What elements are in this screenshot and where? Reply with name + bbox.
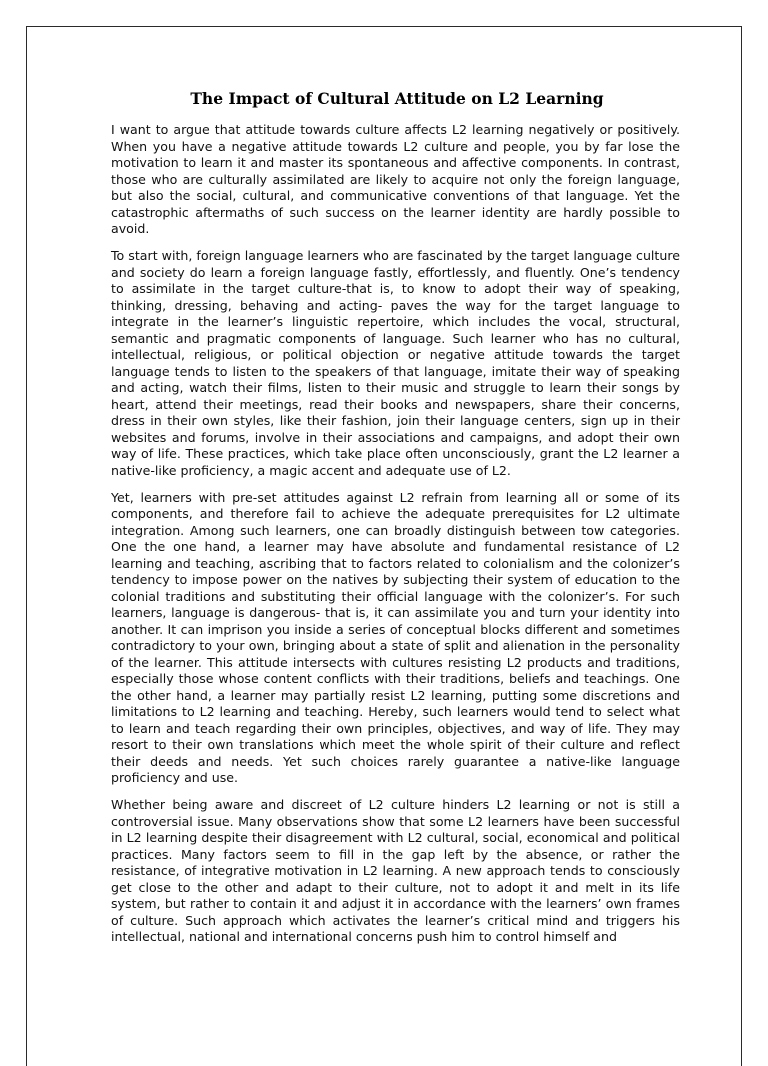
paragraph-3: Yet, learners with pre-set attitudes against L2 refrain from learning all or some of its components, and therefore fail to achieve the adequate prerequisites for L2 ultimate integration. Among such learners, one can broadly distinguish between tow categories. One the one hand, a learner may have absolute and fundamental resistance of L2 learning and teaching, ascribing that to factors related to colonialism and the colonizer’s tendency to impose power on the natives by subjecting their system of education to the colonial traditions and substituting their official language with the colonizer’s. For such learners, language is dangerous- that is, it can assimilate you and turn your identity into another. It can imprison you inside a series of conceptual blocks different and sometimes contradictory to your own, bringing about a state of split and alienation in the personality of the learner. This attitude intersects with cultures resisting L2 products and traditions, especially those whose content conflicts with their traditions, beliefs and teachings. One the other hand, a learner may partially resist L2 learning, putting some discretions and limitations to L2 learning and teaching. Hereby, such learners would tend to select what to learn and teach regarding their own principles, objectives, and way of life. They may resort to their own translations which meet the whole spirit of their culture and reflect their deeds and needs. Yet such choices rarely guarantee a native-like language proficiency and use. <box>111 489 680 785</box>
document-page <box>26 26 742 1066</box>
paragraph-1: I want to argue that attitude towards culture affects L2 learning negatively or positively. When you have a negative attitude towards L2 culture and people, you by far lose the motivation to learn it and master its spontaneous and affective components. In contrast, those who are culturally assimilated are likely to acquire not only the foreign language, but also the social, cultural, and communicative conventions of that language. Yet the catastrophic aftermaths of such success on the learner identity are hardly possible to avoid. <box>111 122 680 236</box>
paragraph-4: Whether being aware and discreet of L2 culture hinders L2 learning or not is still a controversial issue. Many observations show that some L2 learners have been successful in L2 learning despite their disagreement with L2 cultural, social, economical and political practices. Many factors seem to fill in the gap left by the absence, or rather the resistance, of integrative motivation in L2 learning. A new approach tends to consciously get close to the other and adapt to their culture, not to adopt it and melt in its life system, but rather to contain it and adjust it in accordance with the learners’ own frames of culture. Such approach which activates the learner’s critical mind and triggers his intellectual, national and international concerns push him to control himself and <box>111 797 680 944</box>
document-body <box>111 122 680 956</box>
paragraph-2: To start with, foreign language learners who are fascinated by the target language culture and society do learn a foreign language fastly, effortlessly, and fluently. One’s tendency to assimilate in the target culture-that is, to know to adopt their way of speaking, thinking, dressing, behaving and acting- paves the way for the target language to integrate in the learner’s linguistic repertoire, which includes the vocal, structural, semantic and pragmatic components of language. Such learner who has no cultural, intellectual, religious, or political objection or negative attitude towards the target language tends to listen to the speakers of that language, imitate their way of speaking and acting, watch their films, listen to their music and struggle to learn their songs by heart, attend their meetings, read their books and newspapers, share their concerns, dress in their own styles, like their fashion, join their language centers, sign up in their websites and forums, involve in their associations and campaigns, and adopt their own way of life. These practices, which take place often unconsciously, grant the L2 learner a native-like proficiency, a magic accent and adequate use of L2. <box>111 248 680 478</box>
page-title: The Impact of Cultural Attitude on L2 Learning <box>190 89 604 108</box>
